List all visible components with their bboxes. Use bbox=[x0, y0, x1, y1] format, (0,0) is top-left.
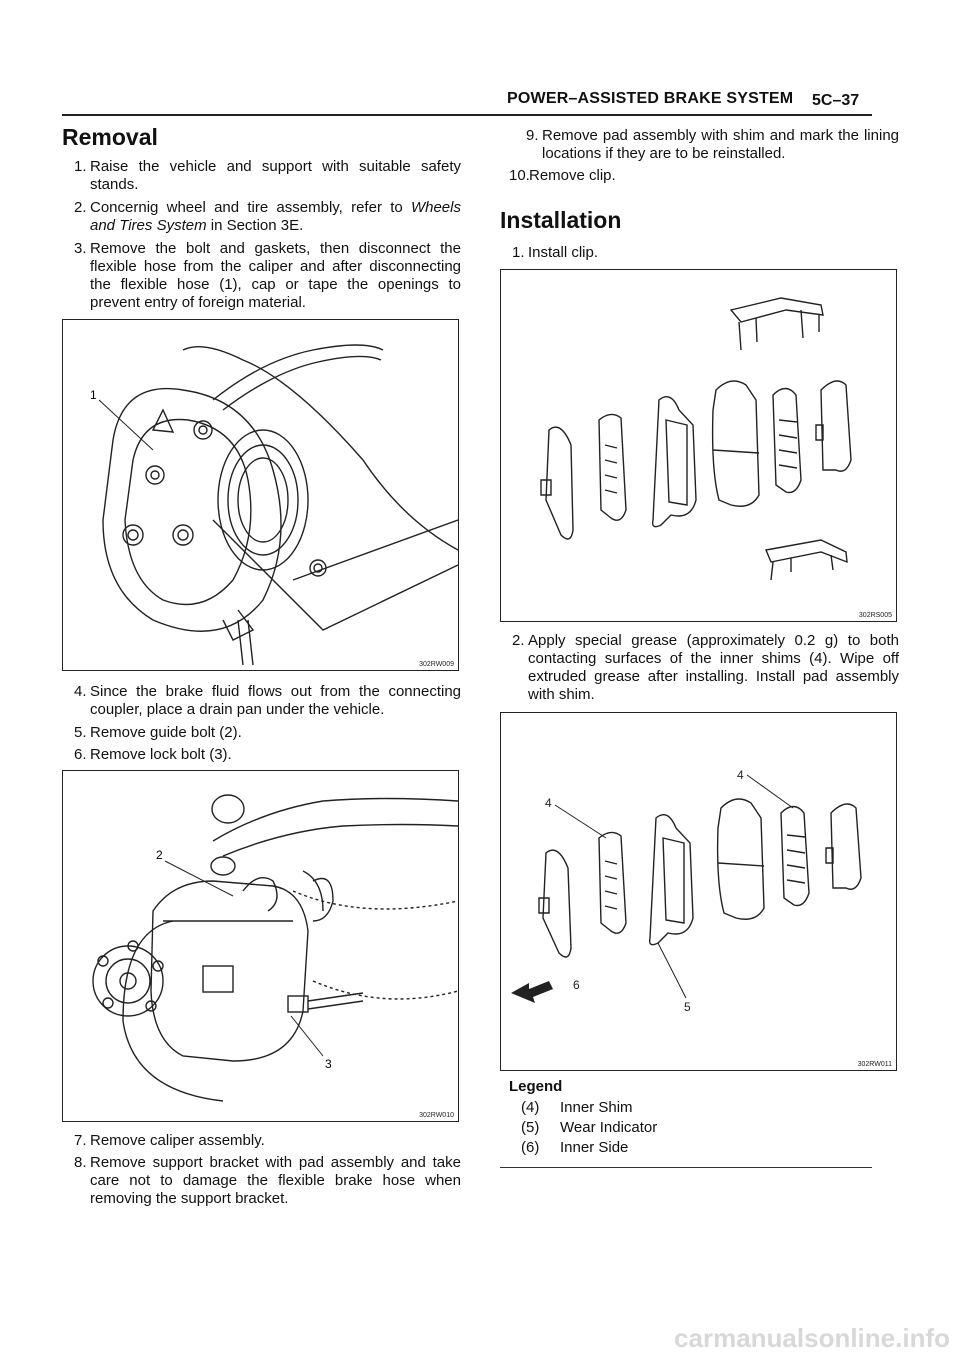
step-text-pre: Concernig wheel and tire assembly, refer to bbox=[90, 199, 411, 216]
removal-step-1 bbox=[74, 158, 461, 194]
section-end-rule bbox=[500, 1167, 872, 1168]
step-number: 1. bbox=[512, 244, 525, 261]
legend-key: (5) bbox=[521, 1119, 540, 1136]
installation-step-2 bbox=[512, 632, 899, 704]
legend-item bbox=[521, 1099, 633, 1116]
legend-item bbox=[521, 1139, 628, 1156]
step-text: Apply special grease (approximately 0.2 g) to both contacting surfaces of the inner shims (4). Wipe off extruded grease after installing. Install pad assembly with shim. bbox=[528, 632, 899, 703]
removal-step-10 bbox=[509, 167, 899, 185]
removal-step-5 bbox=[74, 724, 461, 742]
removal-step-8 bbox=[74, 1154, 461, 1208]
step-number: 3. bbox=[74, 240, 87, 257]
figure-code: 302RW011 bbox=[857, 1061, 892, 1068]
pad-assembly-illustration bbox=[501, 270, 896, 621]
page-number: 5C–37 bbox=[812, 92, 860, 109]
removal-step-2 bbox=[74, 199, 461, 235]
figure-clip-pads-exploded bbox=[500, 269, 897, 622]
removal-step-7 bbox=[74, 1132, 461, 1150]
step-number: 1. bbox=[74, 158, 87, 175]
callout-3: 3 bbox=[325, 1057, 332, 1071]
removal-step-9 bbox=[512, 127, 899, 163]
figure-pad-shim-install bbox=[500, 712, 897, 1071]
header-rule bbox=[62, 114, 872, 116]
removal-step-4 bbox=[74, 683, 461, 719]
cross-reference-link: Wheels and Tires System bbox=[90, 199, 461, 234]
legend-label: Wear Indicator bbox=[560, 1119, 658, 1136]
step-number: 6. bbox=[74, 746, 87, 763]
removal-heading: Removal bbox=[62, 124, 158, 150]
callout-5: 5 bbox=[684, 1000, 691, 1014]
step-text: Remove the bolt and gaskets, then disconnect the flexible hose from the caliper and after disconnecting the flexible hose (1), cap or tape the openings to prevent entry of foreign material. bbox=[90, 240, 461, 311]
callout-1: 1 bbox=[90, 388, 97, 402]
step-text: Raise the vehicle and support with suitable safety stands. bbox=[90, 158, 461, 193]
step-number: 10. bbox=[509, 167, 530, 184]
arrow-icon bbox=[511, 981, 553, 1003]
step-number: 7. bbox=[74, 1132, 87, 1149]
legend-key: (6) bbox=[521, 1139, 540, 1156]
step-number: 8. bbox=[74, 1154, 87, 1171]
step-text: Remove lock bolt (3). bbox=[90, 746, 232, 763]
figure-code: 302RW009 bbox=[419, 661, 454, 668]
header-title: POWER–ASSISTED BRAKE SYSTEM bbox=[507, 90, 794, 107]
step-text: Remove caliper assembly. bbox=[90, 1132, 265, 1149]
callout-4-left: 4 bbox=[545, 796, 552, 810]
pad-shim-illustration bbox=[501, 713, 896, 1070]
step-text-post: in Section 3E. bbox=[206, 217, 304, 234]
caliper-hose-illustration bbox=[63, 320, 458, 670]
figure-code: 302RW010 bbox=[419, 1112, 454, 1119]
figure-code: 302RS005 bbox=[858, 612, 892, 619]
step-text: Remove clip. bbox=[529, 167, 616, 184]
figure-caliper-hose bbox=[62, 319, 459, 671]
step-text: Install clip. bbox=[528, 244, 599, 261]
installation-step-1 bbox=[512, 244, 899, 262]
removal-step-3 bbox=[74, 240, 461, 312]
callout-6: 6 bbox=[573, 978, 580, 992]
step-text: Since the brake fluid flows out from the connecting coupler, place a drain pan under the vehicle. bbox=[90, 683, 461, 718]
step-number: 5. bbox=[74, 724, 87, 741]
legend-key: (4) bbox=[521, 1099, 540, 1116]
legend-label: Inner Side bbox=[560, 1139, 629, 1156]
callout-4-right: 4 bbox=[737, 768, 744, 782]
step-number: 9. bbox=[526, 127, 539, 144]
figure-guide-lock-bolts bbox=[62, 770, 459, 1122]
callout-2: 2 bbox=[156, 848, 163, 862]
legend-item bbox=[521, 1119, 657, 1136]
caliper-bolts-illustration bbox=[63, 771, 458, 1121]
removal-step-6 bbox=[74, 746, 461, 764]
legend-title: Legend bbox=[509, 1078, 563, 1095]
installation-heading: Installation bbox=[500, 207, 622, 233]
step-text: Remove support bracket with pad assembly and take care not to damage the flexible brake hose when removing the support bracket. bbox=[90, 1154, 461, 1207]
step-number: 2. bbox=[512, 632, 525, 649]
watermark: carmanualsonline.info bbox=[674, 1323, 950, 1353]
step-text: Remove guide bolt (2). bbox=[90, 724, 242, 741]
legend-label: Inner Shim bbox=[560, 1099, 633, 1116]
step-text: Remove pad assembly with shim and mark the lining locations if they are to be reinstalled. bbox=[542, 127, 899, 162]
step-number: 2. bbox=[74, 199, 87, 216]
step-number: 4. bbox=[74, 683, 87, 700]
